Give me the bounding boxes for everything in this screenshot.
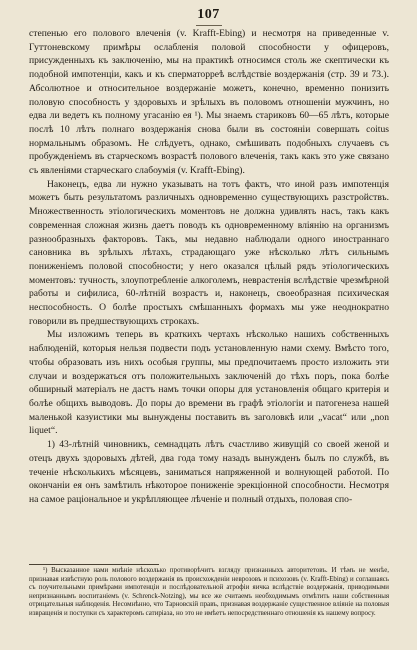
footnote-divider [29, 564, 159, 565]
paragraph-1: степенью его полового влеченія (v. Krafft-Ebing) и несмотря на приведенные v. Гуттоневскому примѣры ослабленія половой способности у офицеровъ, присужденныхъ къ заключенію, мы на практикѣ относимся столь же скептически къ подобной импотенціи, какъ и къ сперматорреѣ вслѣдствіе воздержанія (стр. 39 и 73.). Абсолютное и относительное воздержаніе можетъ, конечно, временно понизить половую способность у здоровыхъ и зрѣлыхъ въ половомъ отношеніи мужчинъ, но едва ли ведетъ къ полному угасанію ея ¹). Мы знаемъ стариковъ 60—65 лѣтъ, которые послѣ 10 лѣтъ полнаго воздержанія снова были въ состояніи совершать coitus нормальнымъ образомъ. Не слѣдуетъ, однако, смѣшивать подобныхъ случаевъ съ пробужденіемъ въ старческомъ возрастѣ полового влеченія, такъ какъ это уже связано съ явленіями старческаго слабоумія (v. Krafft-Ebing). [29, 28, 389, 177]
page-number: 107 [197, 7, 220, 22]
paragraph-4: 1) 43-лѣтній чиновникъ, семнадцать лѣтъ счастливо живущій со своей женой и отецъ двухъ здоровыхъ дѣтей, два года тому назадъ вынужденъ былъ по службѣ, въ теченіе нѣсколькихъ мѣсяцевъ, заниматься напряженной и волнующей работой. По окончаніи ея онъ замѣтилъ нѣкоторое пониженіе эрекціонной способности. Несмотря на самое раціональное и укрѣпляющее лѣченіе и полный отдыхъ, половая спо- [29, 439, 389, 505]
main-text [29, 27, 389, 507]
paragraph-3: Мы изложимъ теперь въ краткихъ чертахъ нѣсколько нашихъ собственныхъ наблюденій, которыя нельзя подвести подъ установленную нами схему. Вмѣсто того, чтобы образовать изъ нихъ особыя группы, мы предпочитаемъ просто изложить эти случаи и воздержаться отъ положительныхъ заключеній до тѣхъ поръ, пока болѣе обширный матеріалъ не дастъ намъ точки опоры для установленія общаго критерія и болѣе общихъ выводовъ. До поры до времени въ графѣ этіологіи и патогенеза нашей маленькой казуистики мы вынуждены поставить въ заголовкѣ или „vacat“ или „non liquet“. [29, 329, 389, 437]
paragraph-2: Наконецъ, едва ли нужно указывать на тотъ фактъ, что иной разъ импотенція можетъ быть результатомъ различныхъ одновременно существующихъ разстройствъ. Множественность этіологическихъ моментовъ не должна удивлять насъ, такъ какъ современная сложная жизнь даетъ поводъ къ одновременному вліянію на организмъ разнообразныхъ факторовъ. Такъ, мы недавно наблюдали одного иностраннаго сановника въ зрѣлыхъ лѣтахъ, страдающаго уже нѣсколько лѣтъ сильнымъ пониженіемъ половой способности; у него оказался цѣлый рядъ этіологическихъ моментовъ: тучность, злоупотребленіе алкоголемъ, неврастенія вслѣдствіе чрезмѣрной работы и сифилиса, 60-лѣтній возрастъ и, наконецъ, своеобразная психическая неспособность. О болѣе простыхъ смѣшанныхъ формахъ мы уже неоднократно говорили въ предшествующихъ строкахъ. [29, 178, 389, 327]
page-number-rule [196, 25, 222, 26]
footnote-text: ¹) Высказанное нами мнѣніе нѣсколько противорѣчитъ взгляду признанныхъ авторитетовъ. И тѣмъ не менѣе, признавая извѣстную роль полового воздержанія въ происхожденіи неврозовъ и психозовъ (v. Krafft-Ebing) и соглашаясь съ поучительными примѣрами импотенціи и послѣдовательной атрофіи яичка вслѣдствіе воздержанія, приводимыми непризнаннымъ воспитаніемъ (v. Schrenck-Notzing), мы все же считаемъ необходимымъ отмѣтить наши собственныя отрицательныя наблюденія. Несомнѣнно, что Тарновскій правъ, признавая воздержаніе существенное вліяніе на половыя извращенія и поступки съ характеромъ сатиріаза, но это не имѣетъ непосредственнаго отношенія къ нашему вопросу. [29, 567, 389, 617]
footnote [29, 567, 389, 619]
